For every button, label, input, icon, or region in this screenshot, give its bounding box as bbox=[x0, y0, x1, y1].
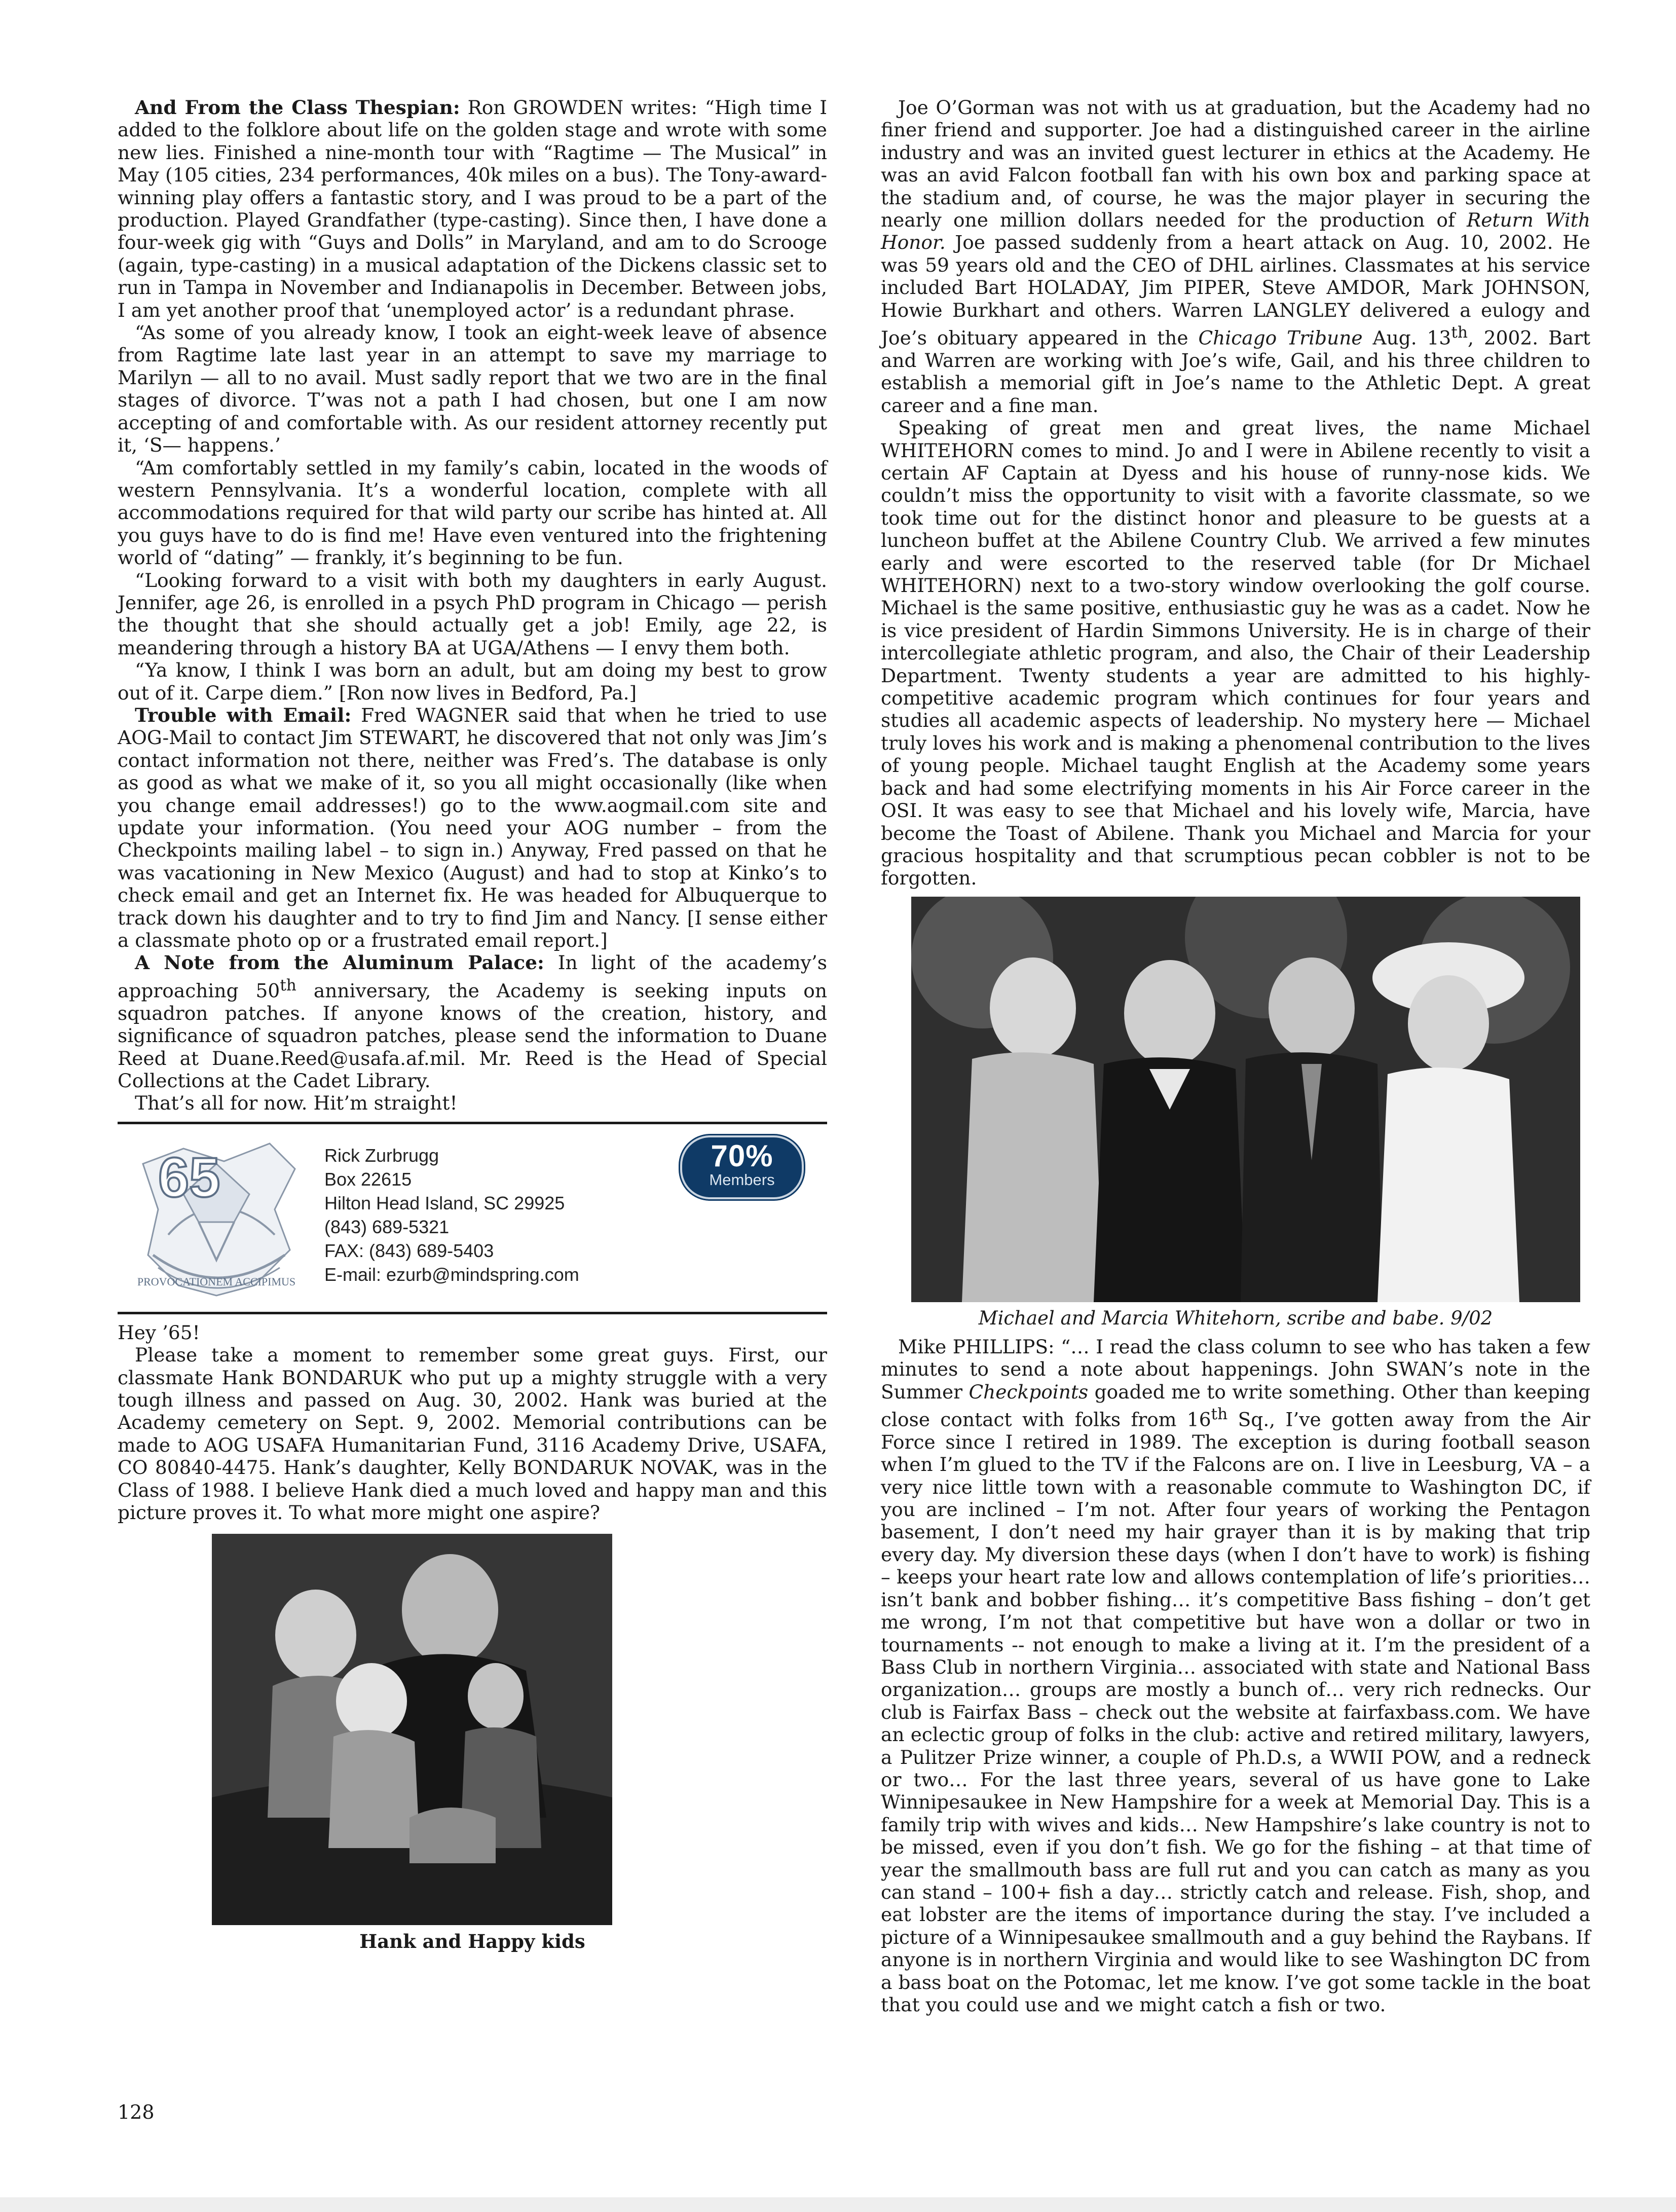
ordinal-suffix: th bbox=[1451, 323, 1468, 342]
thespian-text-1: Ron GROWDEN writes: “High time I added to the folklore about life on the golden stage and wrote with some new lies. Finished a nine-month tour with “Ragtime — The Musical” in May (105 cities, 234 performances, 40k miles on a bus). The Tony-award-winning play offers a fantastic story, and I was proud to be a part of the production. Played Grandfather (type-casting). Since then, I have done a four-week gig with “Guys and Dolls” in Maryland, and am to do Scrooge (again, type-casting) in a musical adaptation of the Dickens classic set to run in Tampa in November and Indianapolis in December. Between jobs, I am yet another proof that ‘unemployed actor’ is a redundant phrase. bbox=[118, 96, 828, 321]
bondaruk-paragraph: Please take a moment to remember some great guys. First, our classmate Hank BONDARUK who put up a mighty struggle with a very tough illness and passed on Aug. 30, 2002. Hank was buried at the Academy cemetery on Sept. 9, 2002. Memorial contributions can be made to AOG USAFA Humanitarian Fund, 3116 Academy Drive, USAFA, CO 80840-4475. Hank’s daughter, Kelly BONDARUK NOVAK, was in the Class of 1988. I believe Hank died a much loved and happy man and this picture proves it. To what more might one aspire? bbox=[118, 1344, 827, 1524]
contact-phone: (843) 689-5321 bbox=[324, 1216, 450, 1237]
phillips-text-c: Sq., I’ve gotten away from the Air Force since I retired in 1989. The exception is during football season when I’m glued to the TV if the Falcons are on. I live in Leesburg, VA – a very nice little town with a reasonable commute to Washington DC, if you are inclined – I’m not. After four years of working the Pentagon basement, I don’t need my hair grayer than it is by making that trip every day. My diversion these days (when I don’t have to work) is fishing – keeps your heart rate low and allows contemplation of life’s priorities… isn’t bank and bobber fishing… it’s competitive Bass fishing – don’t get me wrong, I’m not that competitive but have won a dollar or two in tournaments -- not enough to make a living at it. I’m the president of a Bass Club in northern Virginia… associated with state and National Bass organization… groups are mostly a bunch of… very rich rednecks. Our club is Fairfax Bass – check out the website at fairfaxbass.com. We have an eclectic group of folks in the club: active and retired military, lawyers, a Pulitzer Prize winner, a couple of Ph.D.s, a WWII POW, and a redneck or two… For the last three years, several of us have gone to Lake Winnipesaukee in New Hampshire for a week at Memorial Day. This is a family trip with wives and kids… New Hampshire’s lake country is not to be missed, even if you don’t fish. We go for the fishing – at that time of year the smallmouth bass are full rut and you can catch as many as you can stand – 100+ fish a day… strictly catch and release. Fish, shop, and eat lobster are the items of importance during the stay. I’ve included a picture of a Winnipesaukee smallmouth and a guy behind the Raybans. If anyone is in northern Virginia and would like to see Washington DC from a bass boat on the Potomac, let me know. I’ve got some tackle in the boat that you could use and we might catch a fish or two. bbox=[881, 1408, 1590, 2016]
greeting: Hey ’65! bbox=[118, 1321, 200, 1344]
gorman-text-a: Joe O’Gorman was not with us at graduation, but the Academy had no finer friend and supporter. Joe had a distinguished career in the airline industry and was an invited guest lecturer in ethics at the Academy. He was an avid Falcon football fan with his own box and parking space at the stadium and, of course, he was the major player in securing the nearly one million dollars needed for the production of bbox=[881, 96, 1590, 232]
aluminum-text-b: anniversary, the Academy is seeking inputs on squadron patches. If anyone knows of the creation, history, and significance of squadron patches, please send the information to Duane Reed at Duane.Reed@usafa.af.mil. Mr. Reed is the Head of Special Collections at the Cadet Library. bbox=[118, 979, 828, 1092]
whitehorn-photo-caption: Michael and Marcia Whitehorn, scribe and babe. 9/02 bbox=[978, 1307, 1493, 1329]
gorman-text-b: Joe passed suddenly from a heart attack on Aug. 10, 2002. He was 59 years old and the CEO of DHL airlines. Classmates at his service included Bart HOLADAY, Jim PIPER, Steve AMDOR, Mark JOHNSON, Howie Burkhart and others. Warren LANGLEY delivered a eulogy and Joe’s obituary appeared in the bbox=[881, 231, 1590, 349]
whitehorn-photo-image bbox=[911, 897, 1580, 1302]
phillips-paragraph bbox=[881, 1336, 1590, 2016]
thespian-lead: And From the Class Thespian: bbox=[135, 96, 460, 119]
left-column bbox=[118, 96, 827, 1959]
gorman-date: Aug. 13 bbox=[1362, 326, 1451, 349]
email-lead: Trouble with Email: bbox=[135, 704, 352, 726]
email-paragraph bbox=[118, 704, 827, 951]
contact-email: E-mail: ezurb@mindspring.com bbox=[324, 1264, 579, 1285]
thespian-paragraph: “Looking forward to a visit with both my daughters in early August. Jennifer, age 26, is enrolled in a psych PhD program in Chicago — perish the thought that she should actually get a job! Emily, age 22, is meandering through a history BA at UGA/Athens — I envy them both. bbox=[118, 569, 827, 659]
section-divider bbox=[118, 1122, 827, 1124]
gorman-paragraph bbox=[881, 96, 1590, 417]
page-number: 128 bbox=[118, 2101, 155, 2123]
newspaper-title: Chicago Tribune bbox=[1198, 326, 1363, 349]
ordinal-suffix: th bbox=[280, 976, 296, 994]
hank-photo-caption: Hank and Happy kids bbox=[359, 1930, 585, 1953]
membership-badge bbox=[680, 1135, 804, 1199]
phillips-text-b: goaded me to write something. Other than keeping close contact with folks from 16 bbox=[881, 1380, 1590, 1431]
contact-name: Rick Zurbrugg bbox=[324, 1145, 439, 1166]
section-divider bbox=[118, 1312, 827, 1314]
aluminum-paragraph bbox=[118, 951, 827, 1092]
class-crest-icon bbox=[123, 1133, 310, 1305]
crest-motto: PROVOCATIONEM ACCIPIMUS bbox=[137, 1275, 296, 1288]
scan-edge bbox=[0, 2197, 1676, 2212]
ordinal-suffix: th bbox=[1211, 1405, 1228, 1423]
film-title: Return With Honor. bbox=[881, 209, 1590, 254]
membership-label: Members bbox=[709, 1170, 775, 1189]
crest-number: 65 bbox=[158, 1146, 220, 1209]
aluminum-text-a: In light of the academy’s approaching 50 bbox=[118, 951, 827, 1002]
signoff: That’s all for now. Hit’m straight! bbox=[135, 1092, 458, 1115]
email-text: Fred WAGNER said that when he tried to use AOG-Mail to contact Jim STEWART, he discovered that not only was Jim’s contact information not there, neither was Fred’s. The database is only as good as what we make of it, so you all might occasionally (like when you change email addresses!) go to the www.aogmail.com site and update your information. (You need your AOG number – from the Checkpoints mailing label – to sign in.) Anyway, Fred passed on that he was vacationing in New Mexico (August) and had to stop at Kinko’s to check email and get an Internet fix. He was headed for Albuquerque to track down his daughter and to try to find Jim and Nancy. [I sense either a classmate photo op or a frustrated email report.] bbox=[118, 704, 827, 952]
right-column bbox=[881, 96, 1590, 2016]
contact-fax: FAX: (843) 689-5403 bbox=[324, 1240, 494, 1261]
whitehorn-photo bbox=[911, 897, 1580, 1302]
magazine-title: Checkpoints bbox=[969, 1380, 1089, 1403]
gorman-text-c: , 2002. Bart and Warren are working with Joe’s wife, Gail, and his three children to establish a memorial gift in Joe’s name to the Athletic Dept. A great career and a fine man. bbox=[881, 326, 1591, 417]
thespian-paragraph: “As some of you already know, I took an eight-week leave of absence from Ragtime late last year in an attempt to save my marriage to Marilyn — all to no avail. Must sadly report that we two are in the final stages of divorce. T’was not a path I had chosen, but one I am now accepting of and comfortable with. As our resident attorney recently put it, ‘S— happens.’ bbox=[118, 321, 827, 457]
contact-city: Hilton Head Island, SC 29925 bbox=[324, 1192, 565, 1213]
hank-photo-image bbox=[212, 1534, 612, 1925]
whitehorn-paragraph: Speaking of great men and great lives, the name Michael WHITEHORN comes to mind. Jo and I were in Abilene recently to visit a certain AF Captain at Dyess and his house of runny-nose kids. We couldn’t miss the opportunity to visit with a favorite classmate, so we took time out for the distinct honor and pleasure to be guests at a luncheon buffet at the Abilene Country Club. We arrived a few minutes early and were escorted to the reserved table (for Dr Michael WHITEHORN) next to a two-story window overlooking the golf course. Michael is the same positive, enthusiastic guy he was as a cadet. Now he is vice president of Hardin Simmons University. He is in charge of their intercollegiate athletic program, and also, the Chair of their Leadership Department. Twenty students a year are admitted to his highly-competitive academic program which continues for four years and studies all academic aspects of leadership. No mystery here — Michael truly loves his work and is making a phenomenal contribution to the lives of young people. Michael taught English at the Academy some years back and had some electrifying moments in his Air Force career in the OSI. It was easy to see that Michael and his lovely wife, Marcia, have become the Toast of Abilene. Thank you Michael and Marcia for your gracious hospitality and that scrumptious pecan cobbler is not to be forgotten. bbox=[881, 417, 1590, 890]
class-65-header bbox=[118, 1131, 827, 1312]
phillips-text-a: Mike PHILLIPS: “… I read the class column to see who has taken a few minutes to send a note about happenings. John SWAN’s note in the Summer bbox=[881, 1335, 1590, 1403]
contact-box: Box 22615 bbox=[324, 1168, 412, 1190]
hank-photo bbox=[212, 1534, 612, 1925]
thespian-paragraph: “Ya know, I think I was born an adult, but am doing my best to grow out of it. Carpe diem.” [Ron now lives in Bedford, Pa.] bbox=[118, 659, 827, 704]
scribe-contact bbox=[324, 1144, 579, 1286]
membership-percent: 70% bbox=[711, 1138, 773, 1173]
aluminum-lead: A Note from the Aluminum Palace: bbox=[135, 951, 544, 974]
thespian-paragraph bbox=[118, 96, 827, 321]
thespian-paragraph: “Am comfortably settled in my family’s cabin, located in the woods of western Pennsylvania. It’s a wonderful location, complete with all accommodations required for that wild party our scribe has hinted at. All you guys have to do is find me! Have even ventured into the frightening world of “dating” — frankly, it’s beginning to be fun. bbox=[118, 456, 827, 569]
